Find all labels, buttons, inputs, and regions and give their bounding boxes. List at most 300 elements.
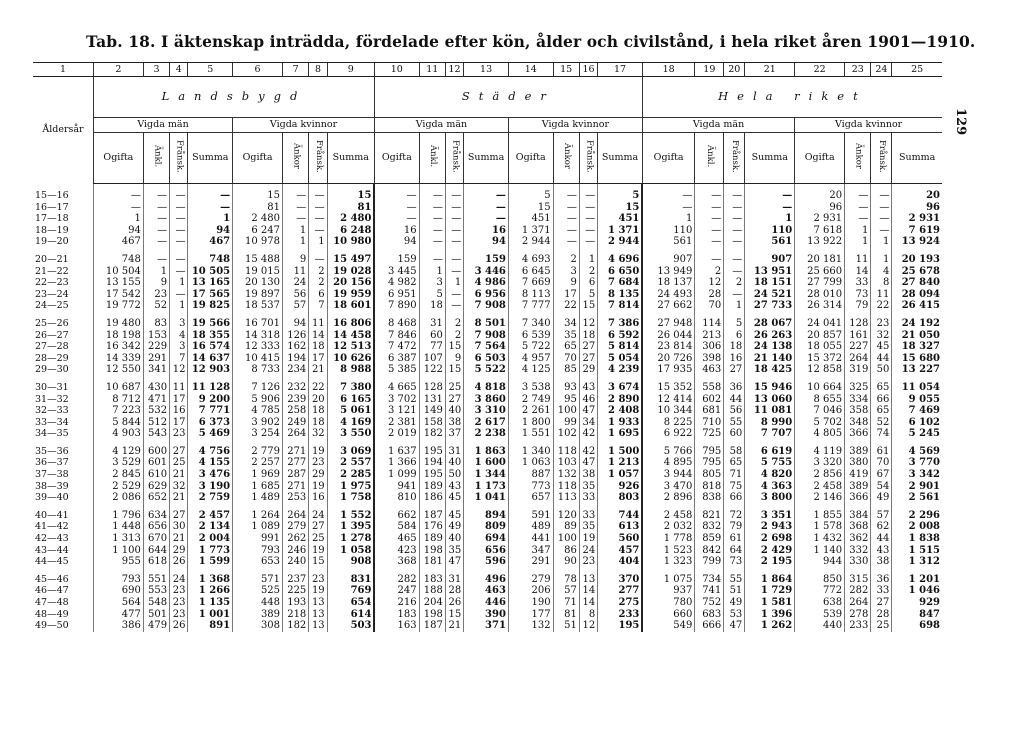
value-cell: 419 <box>845 469 871 481</box>
value-cell: — <box>143 225 169 237</box>
value-cell: 4 982 <box>374 277 419 289</box>
value-cell: 1 344 <box>464 469 509 481</box>
value-cell: 16 <box>724 353 745 365</box>
value-cell: 34 <box>579 417 597 429</box>
value-cell: 187 <box>419 510 445 522</box>
value-cell: 24 192 <box>892 318 942 330</box>
value-cell: 99 <box>553 417 579 429</box>
value-cell: — <box>745 202 795 214</box>
table-row <box>33 609 942 621</box>
value-cell: 15 <box>327 190 374 202</box>
value-cell: 7 564 <box>464 341 509 353</box>
value-cell: 49 <box>724 597 745 609</box>
table-row <box>33 394 942 406</box>
value-cell: 3 944 <box>642 469 695 481</box>
value-cell: 14 <box>309 330 327 342</box>
value-cell: 159 <box>464 254 509 266</box>
table-row <box>33 364 942 376</box>
table-row <box>33 574 942 586</box>
value-cell: — <box>170 236 188 248</box>
value-cell: 1 <box>845 225 871 237</box>
column-number: 12 <box>445 63 463 77</box>
value-cell: 47 <box>579 405 597 417</box>
value-cell: 3 800 <box>745 492 795 504</box>
value-cell: 1 396 <box>745 609 795 621</box>
value-cell: — <box>845 202 871 214</box>
value-cell: 17 <box>170 417 188 429</box>
value-cell: 1 089 <box>233 521 283 533</box>
value-cell: 2 381 <box>374 417 419 429</box>
value-cell: — <box>170 254 188 266</box>
value-cell: 1 173 <box>464 481 509 493</box>
value-cell: 21 140 <box>745 353 795 365</box>
value-cell: 501 <box>143 609 169 621</box>
value-cell: 348 <box>845 417 871 429</box>
value-cell: 26 <box>170 556 188 568</box>
value-cell: 1 366 <box>374 457 419 469</box>
value-cell: 20 181 <box>795 254 845 266</box>
value-cell: 86 <box>553 545 579 557</box>
value-cell: 4 <box>871 266 892 278</box>
civil-status-header: Summa <box>464 133 509 184</box>
value-cell: 2 698 <box>745 533 795 545</box>
value-cell: 7 386 <box>598 318 643 330</box>
value-cell: 159 <box>374 254 419 266</box>
value-cell: 2 <box>695 266 724 278</box>
value-cell: 189 <box>419 533 445 545</box>
age-cell: 15—16 <box>35 190 69 201</box>
value-cell: 2 <box>553 254 579 266</box>
value-cell: 5 522 <box>464 364 509 376</box>
value-cell: 35 <box>553 330 579 342</box>
value-cell: 446 <box>464 597 509 609</box>
value-cell: — <box>374 190 419 202</box>
value-cell: 2 749 <box>508 394 553 406</box>
column-number: 7 <box>283 63 309 77</box>
value-cell: 8 135 <box>598 289 643 301</box>
value-cell: 107 <box>419 353 445 365</box>
value-cell: 233 <box>845 620 871 632</box>
age-cell: 44—45 <box>35 556 69 568</box>
civil-status-header <box>170 133 188 184</box>
value-cell: 23 <box>170 428 188 440</box>
value-cell: 368 <box>374 556 419 568</box>
value-cell: 7 223 <box>93 405 143 417</box>
value-cell: 40 <box>445 457 463 469</box>
value-cell: 1 201 <box>892 574 942 586</box>
value-cell: 11 <box>845 254 871 266</box>
value-cell: 748 <box>93 254 143 266</box>
value-cell: 5 <box>724 318 745 330</box>
value-cell: 1 058 <box>327 545 374 557</box>
value-cell: 1 213 <box>598 457 643 469</box>
value-cell: 183 <box>419 574 445 586</box>
value-cell: 386 <box>93 620 143 632</box>
value-cell: 4 805 <box>795 428 845 440</box>
value-cell: 512 <box>143 417 169 429</box>
value-cell: 629 <box>143 481 169 493</box>
value-cell: — <box>871 213 892 225</box>
value-cell: 306 <box>695 341 724 353</box>
value-cell: — <box>445 213 463 225</box>
table-row <box>33 446 942 458</box>
value-cell: 670 <box>143 533 169 545</box>
column-number: 6 <box>233 63 283 77</box>
value-cell: 264 <box>845 353 871 365</box>
age-header: Åldersår <box>42 124 84 136</box>
civil-status-header: Summa <box>327 133 374 184</box>
value-cell: 110 <box>745 225 795 237</box>
value-cell: 122 <box>419 364 445 376</box>
value-cell: 4 895 <box>642 457 695 469</box>
value-cell: 19 825 <box>188 300 233 312</box>
value-cell: — <box>143 202 169 214</box>
value-cell: 23 <box>170 609 188 621</box>
value-cell: 7 469 <box>892 405 942 417</box>
table-row <box>33 597 942 609</box>
value-cell: 1 500 <box>598 446 643 458</box>
value-cell: 19 <box>309 545 327 557</box>
value-cell: 3 770 <box>892 457 942 469</box>
value-cell: 4 696 <box>598 254 643 266</box>
value-cell: 553 <box>143 585 169 597</box>
region-header-stader: Städer <box>374 77 642 118</box>
value-cell: 549 <box>642 620 695 632</box>
value-cell: 74 <box>871 428 892 440</box>
value-cell: 71 <box>724 469 745 481</box>
value-cell: 51 <box>553 620 579 632</box>
value-cell: 5 755 <box>745 457 795 469</box>
value-cell: 1 075 <box>642 574 695 586</box>
value-cell: 12 903 <box>188 364 233 376</box>
value-cell: 40 <box>445 405 463 417</box>
value-cell: 1 778 <box>642 533 695 545</box>
value-cell: 27 <box>309 521 327 533</box>
value-cell: 1 266 <box>188 585 233 597</box>
value-cell: 525 <box>233 585 283 597</box>
value-cell: 613 <box>598 521 643 533</box>
value-cell: 7 814 <box>598 300 643 312</box>
women-header: Vigda kvinnor <box>795 118 942 133</box>
value-cell: 18 <box>309 417 327 429</box>
age-cell: 22—23 <box>35 277 69 289</box>
age-cell: 46—47 <box>35 585 69 597</box>
table-row <box>33 190 942 202</box>
value-cell: 941 <box>374 481 419 493</box>
men-header: Vigda män <box>642 118 794 133</box>
value-cell: 64 <box>724 545 745 557</box>
value-cell: 907 <box>745 254 795 266</box>
value-cell: 907 <box>642 254 695 266</box>
value-cell: 25 <box>309 533 327 545</box>
value-cell: 16 <box>170 405 188 417</box>
value-cell: — <box>724 266 745 278</box>
value-cell: — <box>419 190 445 202</box>
value-cell: 23 <box>871 318 892 330</box>
value-cell: 818 <box>695 481 724 493</box>
civil-status-label: Änkor <box>853 143 864 170</box>
value-cell: 218 <box>283 609 309 621</box>
value-cell: 752 <box>695 597 724 609</box>
value-cell: 61 <box>724 533 745 545</box>
value-cell: — <box>553 213 579 225</box>
value-cell: 1 864 <box>745 574 795 586</box>
value-cell: 70 <box>871 457 892 469</box>
column-number: 1 <box>33 63 93 77</box>
value-cell: 4 119 <box>795 446 845 458</box>
value-cell: 1 975 <box>327 481 374 493</box>
value-cell: 14 <box>579 597 597 609</box>
value-cell: 6 <box>724 330 745 342</box>
value-cell: — <box>419 236 445 248</box>
value-cell: 926 <box>598 481 643 493</box>
value-cell: 1 312 <box>892 556 942 568</box>
value-cell: 389 <box>233 609 283 621</box>
value-cell: — <box>170 289 188 301</box>
value-cell: 43 <box>445 481 463 493</box>
value-cell: 132 <box>508 620 553 632</box>
value-cell: 45 <box>445 492 463 504</box>
value-cell: 810 <box>374 492 419 504</box>
value-cell: 610 <box>143 469 169 481</box>
table-row <box>33 417 942 429</box>
age-cell: 35—36 <box>35 445 69 457</box>
value-cell: 131 <box>419 394 445 406</box>
value-cell: 3 538 <box>508 382 553 394</box>
value-cell: 17 565 <box>188 289 233 301</box>
value-cell: 384 <box>845 510 871 522</box>
value-cell: 234 <box>283 364 309 376</box>
value-cell: 31 <box>445 446 463 458</box>
value-cell: 35 <box>579 481 597 493</box>
value-cell: 1 773 <box>188 545 233 557</box>
value-cell: 153 <box>143 330 169 342</box>
column-number: 19 <box>695 63 724 77</box>
value-cell: 21 <box>170 492 188 504</box>
value-cell: 163 <box>374 620 419 632</box>
value-cell: 7 618 <box>795 225 845 237</box>
value-cell: — <box>724 213 745 225</box>
value-cell: 16 574 <box>188 341 233 353</box>
value-cell: 94 <box>188 225 233 237</box>
value-cell: 1 046 <box>892 585 942 597</box>
value-cell: 2 890 <box>598 394 643 406</box>
value-cell: 3 445 <box>374 266 419 278</box>
value-cell: — <box>170 225 188 237</box>
age-cell: 47—48 <box>35 597 69 608</box>
value-cell: 38 <box>579 469 597 481</box>
value-cell: 19 <box>579 533 597 545</box>
civil-status-label: Änkl. <box>705 145 716 168</box>
value-cell: — <box>845 213 871 225</box>
value-cell: — <box>695 190 724 202</box>
value-cell: 3 <box>170 318 188 330</box>
value-cell: 83 <box>143 318 169 330</box>
value-cell: 2 759 <box>188 492 233 504</box>
value-cell: 362 <box>845 533 871 545</box>
value-cell: 14 637 <box>188 353 233 365</box>
value-cell: 2 004 <box>188 533 233 545</box>
value-cell: 4 903 <box>93 428 143 440</box>
value-cell: 26 415 <box>892 300 942 312</box>
value-cell: 16 342 <box>93 341 143 353</box>
value-cell: 1 552 <box>327 510 374 522</box>
value-cell: 308 <box>233 620 283 632</box>
value-cell: 10 415 <box>233 353 283 365</box>
value-cell: 1 599 <box>188 556 233 568</box>
value-cell: 52 <box>871 417 892 429</box>
value-cell: 17 935 <box>642 364 695 376</box>
value-cell: 448 <box>233 597 283 609</box>
value-cell: 652 <box>143 492 169 504</box>
value-cell: 2 480 <box>233 213 283 225</box>
age-cell: 39—40 <box>35 492 69 504</box>
value-cell: 8 988 <box>327 364 374 376</box>
value-cell: 18 <box>579 330 597 342</box>
value-cell: 3 902 <box>233 417 283 429</box>
value-cell: 232 <box>283 382 309 394</box>
value-cell: — <box>445 236 463 248</box>
women-header: Vigda kvinnor <box>233 118 375 133</box>
value-cell: 5 <box>419 289 445 301</box>
value-cell: 32 <box>170 481 188 493</box>
value-cell: 51 <box>724 585 745 597</box>
value-cell: 4 756 <box>188 446 233 458</box>
value-cell: 4 693 <box>508 254 553 266</box>
value-cell: 441 <box>508 533 553 545</box>
value-cell: 18 <box>309 405 327 417</box>
value-cell: 49 <box>445 521 463 533</box>
value-cell: 8 <box>871 277 892 289</box>
value-cell: 162 <box>283 341 309 353</box>
value-cell: 891 <box>188 620 233 632</box>
value-cell: 3 476 <box>188 469 233 481</box>
value-cell: 161 <box>845 330 871 342</box>
value-cell: 14 458 <box>327 330 374 342</box>
value-cell: 1 100 <box>93 545 143 557</box>
value-cell: 15 352 <box>642 382 695 394</box>
value-cell: 12 333 <box>233 341 283 353</box>
value-cell: 19 <box>309 481 327 493</box>
value-cell: 18 601 <box>327 300 374 312</box>
value-cell: 21 <box>170 533 188 545</box>
value-cell: 1 695 <box>598 428 643 440</box>
value-cell: 56 <box>724 405 745 417</box>
value-cell: 6 922 <box>642 428 695 440</box>
value-cell: 23 <box>309 574 327 586</box>
value-cell: 25 <box>170 457 188 469</box>
value-cell: 2 458 <box>795 481 845 493</box>
value-cell: 27 <box>579 353 597 365</box>
value-cell: 128 <box>419 382 445 394</box>
value-cell: 780 <box>642 597 695 609</box>
value-cell: 551 <box>143 574 169 586</box>
value-cell: 793 <box>233 545 283 557</box>
value-cell: 60 <box>724 428 745 440</box>
value-cell: — <box>309 190 327 202</box>
value-cell: — <box>724 254 745 266</box>
value-cell: 1 <box>309 236 327 248</box>
value-cell: 5 054 <box>598 353 643 365</box>
value-cell: 389 <box>845 446 871 458</box>
value-cell: 1 729 <box>745 585 795 597</box>
value-cell: 23 <box>170 585 188 597</box>
value-cell: 341 <box>143 364 169 376</box>
value-cell: 440 <box>795 620 845 632</box>
value-cell: 467 <box>188 236 233 248</box>
value-cell: — <box>143 254 169 266</box>
value-cell: — <box>445 225 463 237</box>
value-cell: 27 <box>871 597 892 609</box>
value-cell: 17 542 <box>93 289 143 301</box>
value-cell: 28 <box>871 609 892 621</box>
value-cell: 618 <box>143 556 169 568</box>
value-cell: 4 129 <box>93 446 143 458</box>
value-cell: 12 <box>579 620 597 632</box>
value-cell: 1 323 <box>642 556 695 568</box>
value-cell: — <box>871 190 892 202</box>
value-cell: 12 414 <box>642 394 695 406</box>
value-cell: 237 <box>283 574 309 586</box>
civil-status-header: Ogifta <box>508 133 553 184</box>
value-cell: 194 <box>419 457 445 469</box>
value-cell: 22 <box>871 300 892 312</box>
value-cell: 33 <box>579 492 597 504</box>
table-row <box>33 289 942 301</box>
value-cell: 6 373 <box>188 417 233 429</box>
value-cell: 5 722 <box>508 341 553 353</box>
value-cell: 1 135 <box>188 597 233 609</box>
value-cell: 10 504 <box>93 266 143 278</box>
value-cell: 42 <box>579 446 597 458</box>
value-cell: 3 351 <box>745 510 795 522</box>
value-cell: — <box>374 202 419 214</box>
column-number: 18 <box>642 63 695 77</box>
table-row <box>33 556 942 568</box>
value-cell: 181 <box>419 556 445 568</box>
value-cell: 1 313 <box>93 533 143 545</box>
value-cell: — <box>464 202 509 214</box>
value-cell: 1 <box>724 300 745 312</box>
value-cell: 27 <box>724 364 745 376</box>
value-cell: — <box>579 190 597 202</box>
value-cell: — <box>419 213 445 225</box>
value-cell: 57 <box>553 585 579 597</box>
value-cell: 847 <box>892 609 942 621</box>
value-cell: 13 155 <box>93 277 143 289</box>
value-cell: 23 <box>143 289 169 301</box>
value-cell: — <box>695 254 724 266</box>
value-cell: 2 557 <box>327 457 374 469</box>
value-cell: — <box>170 202 188 214</box>
value-cell: 1 140 <box>795 545 845 557</box>
value-cell: 18 151 <box>745 277 795 289</box>
value-cell: 20 <box>892 190 942 202</box>
value-cell: 7 890 <box>374 300 419 312</box>
value-cell: 57 <box>283 300 309 312</box>
value-cell: 793 <box>93 574 143 586</box>
value-cell: 4 986 <box>464 277 509 289</box>
value-cell: 278 <box>845 609 871 621</box>
value-cell: 2 944 <box>598 236 643 248</box>
value-cell: 47 <box>724 620 745 632</box>
value-cell: 5 <box>579 289 597 301</box>
value-cell: 1 758 <box>327 492 374 504</box>
value-cell: 11 081 <box>745 405 795 417</box>
value-cell: 694 <box>464 533 509 545</box>
value-cell: 1 515 <box>892 545 942 557</box>
value-cell: 49 <box>871 492 892 504</box>
